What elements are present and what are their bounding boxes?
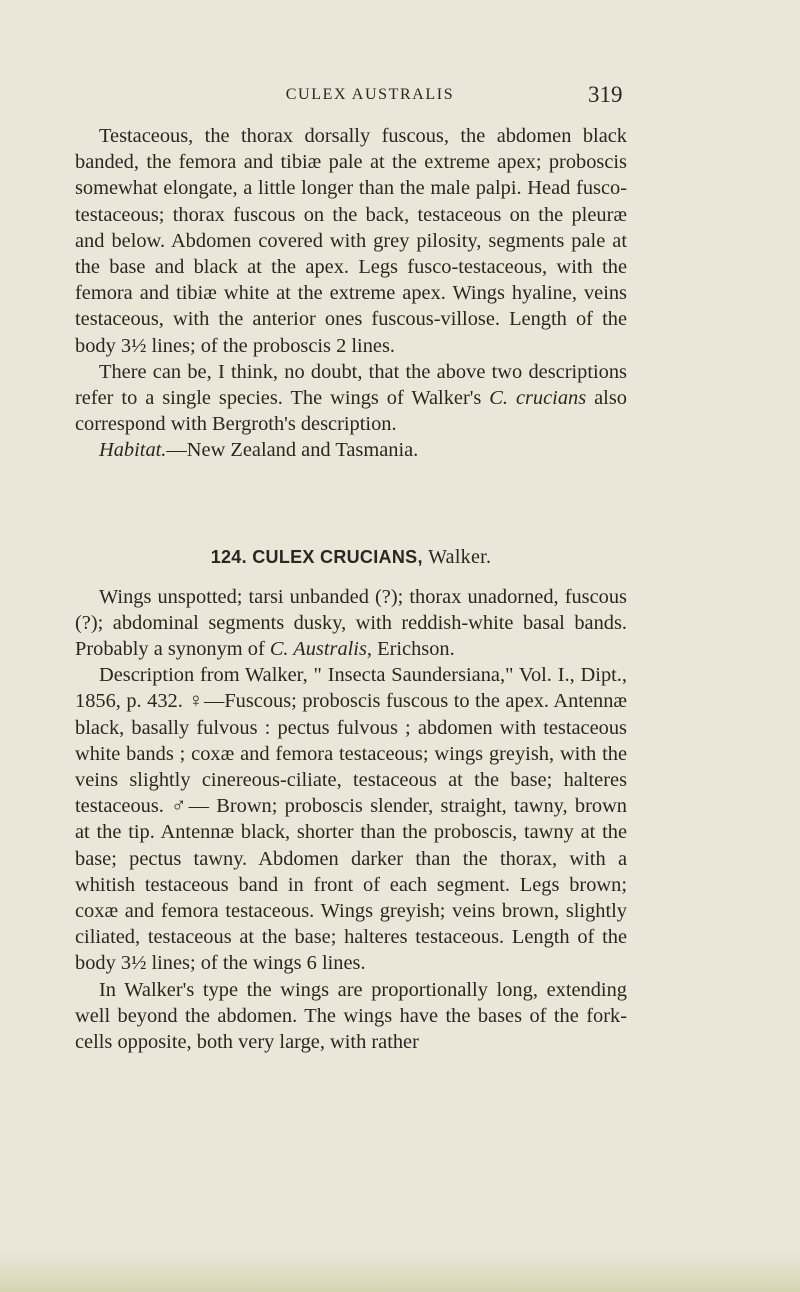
type-notes-paragraph: In Walker's type the wings are proportionally long, extending well beyond the abdomen. The wings have the bases of the fork-cells opposite, both very large, with rather xyxy=(75,978,627,1054)
summary-text: Wings unspotted; tarsi unbanded (?); thorax unadorned, fuscous (?); abdominal segments dusky, with reddish-white basal bands. Probably a synonym of xyxy=(75,585,627,661)
habitat-paragraph xyxy=(75,437,627,463)
species-reference: C. crucians xyxy=(489,387,587,410)
summary-text-end: Erichson. xyxy=(372,638,455,661)
species-author: Walker. xyxy=(428,545,492,568)
page-number: 319 xyxy=(588,82,623,107)
habitat-label: Habitat. xyxy=(99,439,167,462)
species-name: CULEX CRUCIANS, xyxy=(252,546,423,567)
remark-paragraph xyxy=(75,359,627,438)
walker-description-paragraph: Description from Walker, " Insecta Saundersiana," Vol. I., Dipt., 1856, p. 432. ♀—Fuscous; proboscis fuscous to the apex. Antennæ black, basally fulvous : pectus fulvous ; abdomen with testaceous white bands ; coxæ and femora testaceous; wings greyish, with the veins slightly cinereous-ciliate, testaceous at the base; halteres testaceous. ♂— Brown; proboscis slender, straight, tawny, brown at the tip. Antennæ black, shorter than the proboscis, tawny at the base; pectus tawny. Abdomen darker than the thorax, with a whitish testaceous band in front of each segment. Legs brown; coxæ and femora testaceous. Wings greyish; veins brown, slightly ciliated, testaceous at the base; halteres testaceous. Length of the body 3½ lines; of the wings 6 lines. xyxy=(75,664,627,975)
species-summary-paragraph xyxy=(75,584,627,663)
page-body xyxy=(75,123,627,1055)
running-title: CULEX AUSTRALIS xyxy=(285,86,455,103)
synonym-reference: C. Australis, xyxy=(269,638,373,661)
habitat-text: —New Zealand and Tasmania. xyxy=(166,439,419,462)
running-header xyxy=(0,82,800,112)
species-heading xyxy=(75,544,627,570)
page-edge-shading xyxy=(0,1252,800,1292)
remark-text: There can be, I think, no doubt, that the above two descriptions refer to a single species. The wings of Walker's xyxy=(75,360,627,410)
description-paragraph: Testaceous, the thorax dorsally fuscous, the abdomen black banded, the femora and tibiæ pale at the extreme apex; proboscis somewhat elongate, a little longer than the male palpi. Head fusco-testaceous; thorax fuscous on the back, testaceous on the pleuræ and below. Abdomen covered with grey pilosity, segments pale at the base and black at the apex. Legs fusco-testaceous, with the femora and tibiæ white at the extreme apex. Wings hyaline, veins testaceous, with the anterior ones fuscous-villose. Length of the body 3½ lines; of the proboscis 2 lines. xyxy=(75,125,627,357)
species-number: 124. xyxy=(210,546,247,567)
remark-text-end: also correspond with Bergroth's description. xyxy=(75,387,627,436)
